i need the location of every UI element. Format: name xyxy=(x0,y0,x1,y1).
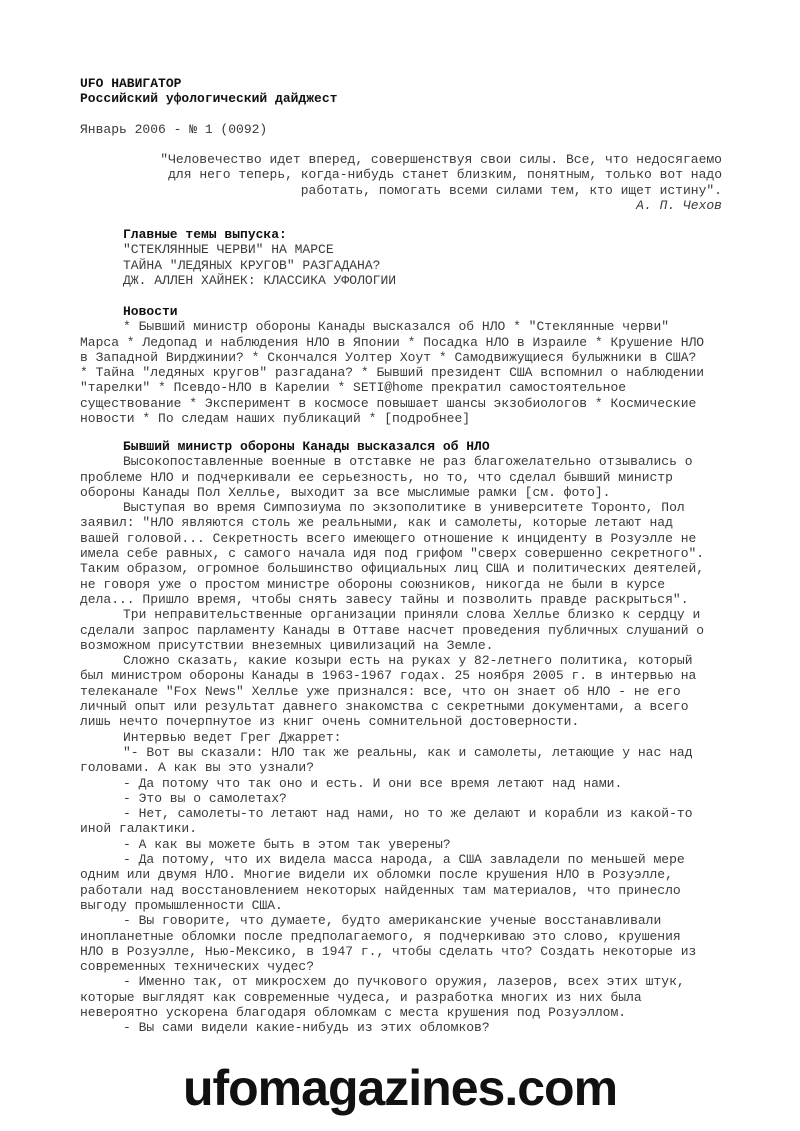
article-line: Сложно сказать, какие козыри есть на руках у 82-летнего политика, который xyxy=(123,653,693,669)
article-line: работали над восстановлением некоторых найденных там материалов, что принесло xyxy=(80,882,681,898)
news-line[interactable]: Марса * Ледопад и наблюдения НЛО в Японии * Посадка НЛО в Израиле * Крушение НЛО xyxy=(80,334,705,350)
article-line: современных технических чудес? xyxy=(80,959,315,975)
topics-section xyxy=(80,227,722,288)
article-line: возможном присутствии внеземных цивилизаций на Земле. xyxy=(80,637,494,653)
news-line[interactable]: "тарелки" * Псевдо-НЛО в Карелии * SETI@home прекратил самостоятельное xyxy=(80,380,627,396)
article-line: головами. А как вы это узнали? xyxy=(80,760,315,776)
news-line[interactable]: * Тайна "ледяных кругов" разгадана? * Бывший президент США вспомнил о наблюдении xyxy=(80,365,705,381)
epigraph-line: работать, помогать всеми силами тем, кто ищет истину". xyxy=(300,182,722,198)
article-line: - Нет, самолеты-то летают над нами, но то же делают и корабли из какой-то xyxy=(123,806,693,822)
article-line: телеканале "Fox News" Хеллье уже признался: все, что он знает об НЛО - не его xyxy=(80,683,681,699)
article-line: которые выглядят как современные чудеса, и разработка многих из них была xyxy=(80,989,642,1005)
watermark: ufomagazines.com xyxy=(182,1060,618,1116)
article-line: был министром обороны Канады в 1963-1967 годах. 25 ноября 2005 г. в интервью на xyxy=(80,668,697,684)
article-line: имела себе равных, с самого начала идя под грифом "сверх совершенно секретного". xyxy=(80,546,705,562)
article-line: личный опыт или результат давнего знакомства с секретными документами, а всего xyxy=(80,699,689,715)
article-line: одним или двумя НЛО. Многие видели их обломки после крушения НЛО в Розуэлле, xyxy=(80,867,673,883)
topics-heading: Главные темы выпуска: xyxy=(123,227,287,242)
article-line: инопланетные обломки после предполагаемого, я подчеркиваю это слово, крушения xyxy=(80,928,681,944)
article-line: Выступая во время Симпозиума по экзополитике в университете Торонто, Пол xyxy=(123,500,685,516)
epigraph-line: "Человечество идет вперед, совершенствуя свои силы. Все, что недосягаемо xyxy=(160,152,722,167)
article-line: - Да потому что так оно и есть. И они все время летают над нами. xyxy=(123,775,623,791)
news-line[interactable]: в Западной Вирджинии? * Скончался Уолтер Хоут * Самодвижущиеся булыжники в США? xyxy=(80,349,697,365)
article-line: Таким образом, огромное большинство официальных лиц США и политических деятелей, xyxy=(80,561,705,577)
article xyxy=(80,439,722,1036)
news-line[interactable]: * Бывший министр обороны Канады высказался об НЛО * "Стеклянные черви" xyxy=(123,319,670,335)
news-line[interactable]: существование * Эксперимент в космосе повышает шансы экзобиологов * Космические xyxy=(80,395,697,411)
article-line: проблеме НЛО и подчеркивали ее серьезность, но то, что сделал бывший министр xyxy=(80,469,673,485)
article-line: Интервью ведет Грег Джаррет: xyxy=(123,729,342,745)
masthead xyxy=(80,76,722,137)
news-line[interactable]: новости * По следам наших публикаций * [подробнее] xyxy=(80,411,471,427)
article-line: выгоду промышленности США. xyxy=(80,897,283,913)
article-line: - Это вы о самолетах? xyxy=(123,790,287,806)
article-line: сделали запрос парламенту Канады в Оттаве насчет проведения публичных слушаний о xyxy=(80,622,705,638)
article-line: - Да потому, что их видела масса народа, а США завладели по меньшей мере xyxy=(123,852,685,868)
issue-date: Январь 2006 - № 1 (0092) xyxy=(80,121,268,137)
epigraph xyxy=(80,152,722,213)
article-line: обороны Канады Пол Хеллье, выходит за все мыслимые рамки [см. фото]. xyxy=(80,484,611,500)
article-line: дела... Пришло время, чтобы снять завесу тайны и позволить правде раскрыться". xyxy=(80,591,689,607)
news-heading: Новости xyxy=(123,304,178,319)
article-line: Три неправительственные организации приняли слова Хеллье близко к сердцу и xyxy=(123,607,701,623)
topic-item: ДЖ. АЛЛЕН ХАЙНЕК: КЛАССИКА УФОЛОГИИ xyxy=(123,272,397,288)
article-line: иной галактики. xyxy=(80,821,198,837)
topic-item: ТАЙНА "ЛЕДЯНЫХ КРУГОВ" РАЗГАДАНА? xyxy=(123,257,381,273)
article-heading: Бывший министр обороны Канады высказался об НЛО xyxy=(123,439,490,454)
epigraph-line: для него теперь, когда-нибудь станет близким, понятным, только вот надо xyxy=(168,167,722,183)
topic-item: "СТЕКЛЯННЫЕ ЧЕРВИ" НА МАРСЕ xyxy=(123,242,334,258)
article-line: вашей головой... Секретность всего имеющего отношение к инциденту в Розуэлле не xyxy=(80,530,697,546)
article-line: - Вы говорите, что думаете, будто американские ученые восстанавливали xyxy=(123,913,662,929)
article-line: заявил: "НЛО являются столь же реальными, как и самолеты, которые летают над xyxy=(80,515,673,531)
article-line: "- Вот вы сказали: НЛО так же реальны, как и самолеты, летающие у нас над xyxy=(123,744,693,760)
article-line: - Вы сами видели какие-нибудь из этих обломков? xyxy=(123,1020,490,1036)
magazine-title: UFO НАВИГАТОР xyxy=(80,76,182,91)
news-section xyxy=(80,304,722,426)
article-line: лишь нечто почерпнутое из книг очень сомнительной достоверности. xyxy=(80,714,580,730)
article-line: - Именно так, от микросхем до пучкового оружия, лазеров, всех этих штук, xyxy=(123,974,685,990)
article-line: Высокопоставленные военные в отставке не раз благожелательно отзывались о xyxy=(123,454,693,470)
magazine-subtitle: Российский уфологический дайджест xyxy=(80,91,338,107)
article-line: - А как вы можете быть в этом так уверены? xyxy=(123,836,451,852)
article-line: невероятно ускорена благодаря обломкам с места крушения под Розуэллом. xyxy=(80,1004,627,1020)
article-line: НЛО в Розуэлле, Нью-Мексико, в 1947 г., чтобы сделать что? Создать некоторые из xyxy=(80,943,697,959)
epigraph-author: А. П. Чехов xyxy=(636,197,722,213)
article-line: не говоря уже о простом министре обороны союзников, никогда не были в курсе xyxy=(80,576,666,592)
